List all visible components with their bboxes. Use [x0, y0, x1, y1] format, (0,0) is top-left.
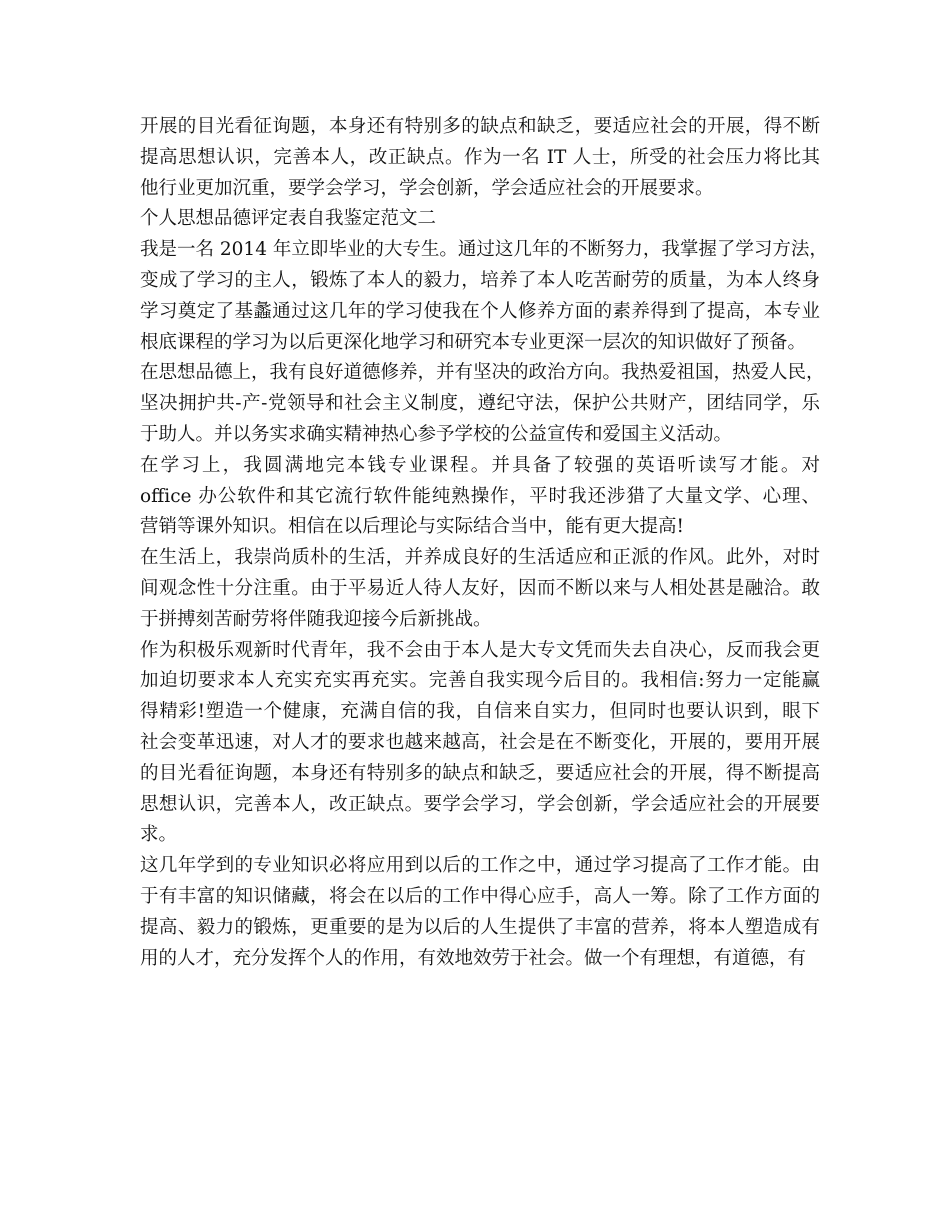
text-line: 提高、毅力的锻炼，更重要的是为以后的人生提供了丰富的营养，将本人塑造成有	[140, 916, 820, 938]
text-line: 我是一名 2014 年立即毕业的大专生。通过这几年的不断努力，我掌握了学习方法，	[140, 239, 828, 261]
text-line: 坚决拥护共-产-党领导和社会主义制度，遵纪守法，保护公共财产，团结同学，乐	[140, 393, 820, 415]
text-line: 得精彩!塑造一个健康，充满自信的我，自信来自实力，但同时也要认识到，眼下	[140, 701, 820, 723]
text-line: office 办公软件和其它流行软件能纯熟操作，平时我还涉猎了大量文学、心理、	[140, 485, 820, 507]
text-line: 这几年学到的专业知识必将应用到以后的工作之中，通过学习提高了工作才能。由	[140, 855, 820, 877]
paragraph	[140, 112, 820, 204]
text-line: 营销等课外知识。相信在以后理论与实际结合当中，能有更大提高!	[140, 516, 684, 538]
text-line: 于拼搏刻苦耐劳将伴随我迎接今后新挑战。	[140, 608, 492, 630]
text-line: 用的人才，充分发挥个人的作用，有效地效劳于社会。做一个有理想，有道德，有	[140, 947, 807, 969]
paragraph	[140, 851, 820, 974]
paragraph	[140, 636, 820, 852]
paragraph	[140, 358, 825, 450]
text-line: 根底课程的学习为以后更深化地学习和研究本专业更深一层次的知识做好了预备。	[140, 331, 807, 353]
text-line: 提高思想认识，完善本人，改正缺点。作为一名 IT 人士，所受的社会压力将比其	[140, 146, 820, 168]
text-line: 变成了学习的主人，锻炼了本人的毅力，培养了本人吃苦耐劳的质量，为本人终身	[140, 269, 820, 291]
text-line: 学习奠定了基蠡通过这几年的学习使我在个人修养方面的素养得到了提高，本专业	[140, 300, 820, 322]
paragraph	[140, 543, 820, 635]
paragraph	[140, 235, 828, 358]
text-line: 他行业更加沉重，要学会学习，学会创新，学会适应社会的开展要求。	[140, 177, 714, 199]
text-line: 社会变革迅速，对人才的要求也越来越高，社会是在不断变化，开展的，要用开展	[140, 731, 820, 753]
text-line: 开展的目光看征询题，本身还有特别多的缺点和缺乏，要适应社会的开展，得不断	[140, 116, 820, 137]
text-line: 个人思想品德评定表自我鉴定范文二	[140, 208, 437, 230]
text-line: 思想认识，完善本人，改正缺点。要学会学习，学会创新，学会适应社会的开展要	[140, 793, 820, 815]
text-line: 求。	[140, 824, 178, 846]
text-line: 间观念性十分注重。由于平易近人待人友好，因而不断以来与人相处甚是融洽。敢	[140, 577, 820, 599]
text-line: 在思想品德上，我有良好道德修养，并有坚决的政治方向。我热爱祖国，热爱人民，	[140, 362, 825, 384]
paragraph	[140, 451, 820, 543]
document-body	[140, 112, 828, 974]
text-line: 在学习上，我圆满地完本钱专业课程。并具备了较强的英语听读写才能。对	[140, 454, 820, 476]
section-heading	[140, 204, 820, 235]
text-line: 于有丰富的知识储藏，将会在以后的工作中得心应手，高人一筹。除了工作方面的	[140, 885, 820, 907]
text-line: 的目光看征询题，本身还有特别多的缺点和缺乏，要适应社会的开展，得不断提高	[140, 762, 820, 784]
text-line: 在生活上，我崇尚质朴的生活，并养成良好的生活适应和正派的作风。此外，对时	[140, 547, 820, 569]
text-line: 作为积极乐观新时代青年，我不会由于本人是大专文凭而失去自决心，反而我会更	[140, 639, 820, 661]
text-line: 加迫切要求本人充实充实再充实。完善自我实现今后目的。我相信:努力一定能赢	[140, 670, 820, 692]
text-line: 于助人。并以务实求确实精神热心参予学校的公益宣传和爱国主义活动。	[140, 423, 733, 445]
